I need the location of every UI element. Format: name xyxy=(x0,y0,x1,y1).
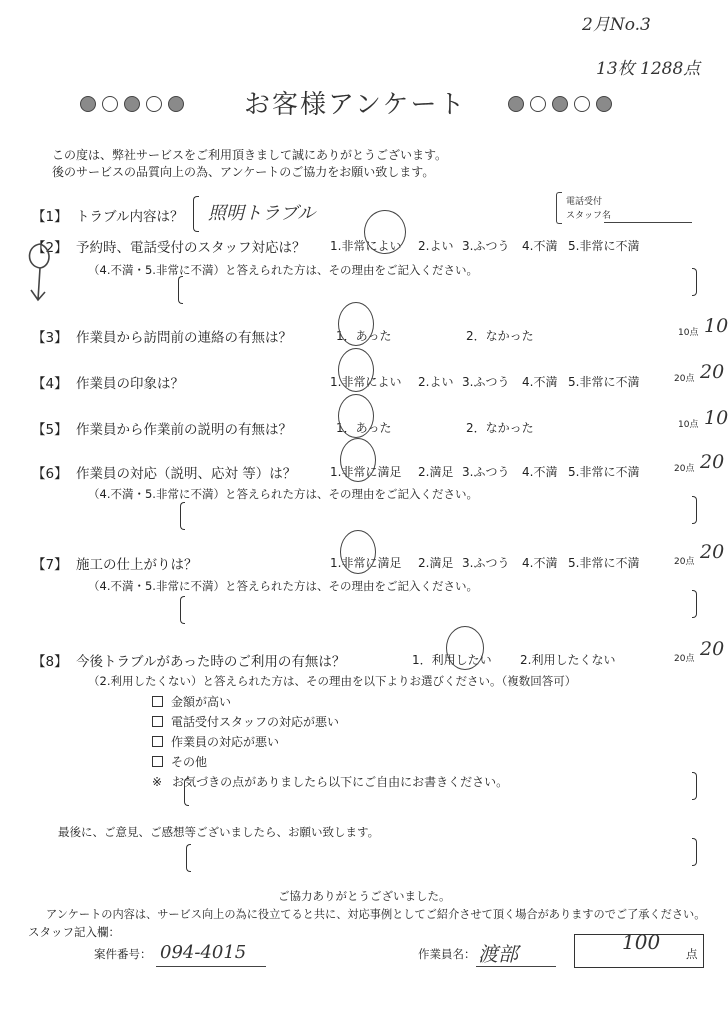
checkbox-icon xyxy=(152,756,163,767)
dot-icon xyxy=(80,96,96,112)
q8-choice-4 xyxy=(152,753,207,770)
thanks-text: ご協力ありがとうございました。 xyxy=(278,889,451,903)
staff-box-label2: スタッフ名 xyxy=(566,211,612,221)
q4-option-4: 4.不満 xyxy=(522,375,558,389)
q5-option-1: 1．あった xyxy=(336,421,392,435)
staff-box-bracket xyxy=(556,192,562,224)
q2-reason-prompt: （4.不満・5.非常に不満）と答えられた方は、その理由をご記入ください。 xyxy=(88,263,478,277)
q7-score: 20 xyxy=(700,541,725,563)
intro-line1: この度は、弊社サービスをご利用頂きまして誠にありがとうございます。 xyxy=(52,148,448,162)
q6-score: 20 xyxy=(700,451,725,473)
q5-option-2: 2．なかった xyxy=(466,421,534,435)
case-number-line xyxy=(156,966,266,967)
worker-name-label: 作業員名： xyxy=(418,947,476,961)
q4-score: 20 xyxy=(700,361,725,383)
q6-question: 作業員の対応（説明、応対 等）は？ xyxy=(76,466,297,482)
q8-score: 20 xyxy=(700,638,725,660)
corner-note-line1: 2月No.3 xyxy=(582,15,651,35)
q8-selection-circle xyxy=(446,626,484,670)
q3-option-1: 1．あった xyxy=(336,329,392,343)
q6-reason-prompt: （4.不満・5.非常に不満）と答えられた方は、その理由をご記入ください。 xyxy=(88,487,478,501)
notice-text: アンケートの内容は、サービス向上の為に役立てると共に、対応事例としてご紹介させて頂く場合がありますのでご了承ください。 xyxy=(46,908,706,921)
q8-choice-3-label: 作業員の対応が悪い xyxy=(171,735,280,749)
staff-box-label1: 電話受付 xyxy=(566,197,603,207)
q8-sub-prompt: （2.利用したくない）と答えられた方は、その理由を以下よりお選びください。（複数回答可） xyxy=(88,674,577,688)
corner-note-line2: 13枚 1288点 xyxy=(596,59,701,79)
q6-option-2: 2.満足 xyxy=(418,465,454,479)
q7-reason-bracket-left xyxy=(180,596,185,624)
q1-question: トラブル内容は？ xyxy=(76,209,184,225)
q6-selection-circle xyxy=(340,438,376,482)
comment-prompt: 最後に、ご意見、ご感想等ございましたら、お願い致します。 xyxy=(58,825,380,839)
dot-icon xyxy=(102,96,118,112)
dot-icon xyxy=(530,96,546,112)
q7-question: 施工の仕上がりは？ xyxy=(76,557,198,573)
q8-number: 【8】 xyxy=(32,654,68,670)
case-number-label: 案件番号： xyxy=(94,947,152,961)
q7-number: 【7】 xyxy=(32,557,68,573)
q8-points: 20点 xyxy=(674,654,695,664)
free-note-bracket-right xyxy=(692,772,697,800)
q4-option-3: 3.ふつう xyxy=(462,375,510,389)
q7-option-2: 2.満足 xyxy=(418,556,454,570)
q5-selection-circle xyxy=(338,394,374,438)
q4-question: 作業員の印象は？ xyxy=(76,376,184,392)
q2-option-5: 5.非常に不満 xyxy=(568,239,640,253)
dot-icon xyxy=(124,96,140,112)
q6-option-3: 3.ふつう xyxy=(462,465,510,479)
q3-score: 10 xyxy=(704,315,728,337)
q2-number: 【2】 xyxy=(32,240,68,256)
q7-reason-bracket-right xyxy=(692,590,697,618)
dot-icon xyxy=(508,96,524,112)
q7-points: 20点 xyxy=(674,557,695,567)
worker-name-line xyxy=(476,966,556,967)
note-mark: ※ xyxy=(152,775,163,789)
q3-number: 【3】 xyxy=(32,330,68,346)
q2-reason-bracket-right xyxy=(692,268,697,296)
q8-free-note-text: お気づきの点がありましたら以下にご自由にお書きください。 xyxy=(172,775,509,789)
q7-option-1: 1.非常に満足 xyxy=(330,556,402,570)
header-left-dots xyxy=(80,96,184,112)
q2-option-4: 4.不満 xyxy=(522,239,558,253)
free-note-bracket-left xyxy=(184,778,189,806)
q4-option-2: 2.よい xyxy=(418,375,454,389)
q4-option-1: 1.非常によい xyxy=(330,375,402,389)
q6-option-4: 4.不満 xyxy=(522,465,558,479)
worker-name-value: 渡部 xyxy=(478,942,518,966)
staff-section-label: スタッフ記入欄： xyxy=(28,925,120,939)
checkbox-icon xyxy=(152,716,163,727)
page-title: お客様アンケート xyxy=(244,90,467,120)
total-score-unit: 点 xyxy=(686,947,698,961)
checkbox-icon xyxy=(152,696,163,707)
q2-margin-mark-icon xyxy=(20,238,56,306)
dot-icon xyxy=(574,96,590,112)
case-number-value: 094-4015 xyxy=(160,942,247,963)
q8-option-2: 2.利用したくない xyxy=(520,653,616,667)
intro-line2: 後のサービスの品質向上の為、アンケートのご協力をお願い致します。 xyxy=(52,165,435,179)
q2-question: 予約時、電話受付のスタッフ対応は？ xyxy=(76,240,306,256)
q2-selection-circle xyxy=(364,210,406,254)
staff-name-line xyxy=(604,222,692,223)
q3-points: 10点 xyxy=(678,328,699,338)
q1-number: 【1】 xyxy=(32,209,68,225)
q3-question: 作業員から訪問前の連絡の有無は？ xyxy=(76,330,292,346)
q8-choice-2 xyxy=(152,713,339,730)
q5-question: 作業員から作業前の説明の有無は？ xyxy=(76,422,292,438)
q6-reason-bracket-right xyxy=(692,496,697,524)
q4-points: 20点 xyxy=(674,374,695,384)
q7-option-3: 3.ふつう xyxy=(462,556,510,570)
total-score-value: 100 xyxy=(622,930,661,954)
q6-reason-bracket-left xyxy=(180,502,185,530)
q2-option-3: 3.ふつう xyxy=(462,239,510,253)
q8-choice-2-label: 電話受付スタッフの対応が悪い xyxy=(171,715,340,729)
comment-bracket-left xyxy=(186,844,191,872)
q1-answer-bracket xyxy=(193,196,199,232)
q6-option-1: 1.非常に満足 xyxy=(330,465,402,479)
q8-question: 今後トラブルがあった時のご利用の有無は？ xyxy=(76,654,346,670)
q7-reason-prompt: （4.不満・5.非常に不満）と答えられた方は、その理由をご記入ください。 xyxy=(88,579,478,593)
q6-option-5: 5.非常に不満 xyxy=(568,465,640,479)
q7-option-4: 4.不満 xyxy=(522,556,558,570)
q8-choice-1-label: 金額が高い xyxy=(171,695,232,709)
q5-number: 【5】 xyxy=(32,422,68,438)
dot-icon xyxy=(146,96,162,112)
q7-selection-circle xyxy=(340,530,376,574)
q2-option-1: 1.非常によい xyxy=(330,239,402,253)
q3-option-2: 2．なかった xyxy=(466,329,534,343)
q8-free-note xyxy=(152,773,508,790)
dot-icon xyxy=(168,96,184,112)
q3-selection-circle xyxy=(338,302,374,346)
q2-reason-bracket-left xyxy=(178,276,183,304)
q6-number: 【6】 xyxy=(32,466,68,482)
dot-icon xyxy=(596,96,612,112)
q6-points: 20点 xyxy=(674,464,695,474)
q1-answer: 照明トラブル xyxy=(208,203,316,224)
q5-score: 10 xyxy=(704,407,728,429)
q5-points: 10点 xyxy=(678,420,699,430)
q8-choice-4-label: その他 xyxy=(171,755,208,769)
q8-option-1: 1．利用したい xyxy=(412,653,492,667)
checkbox-icon xyxy=(152,736,163,747)
q4-option-5: 5.非常に不満 xyxy=(568,375,640,389)
dot-icon xyxy=(552,96,568,112)
q8-choice-1 xyxy=(152,693,231,710)
comment-bracket-right xyxy=(692,838,697,866)
q8-choice-3 xyxy=(152,733,279,750)
q7-option-5: 5.非常に不満 xyxy=(568,556,640,570)
q4-selection-circle xyxy=(338,348,374,392)
q4-number: 【4】 xyxy=(32,376,68,392)
header-right-dots xyxy=(508,96,612,112)
q2-option-2: 2.よい xyxy=(418,239,454,253)
